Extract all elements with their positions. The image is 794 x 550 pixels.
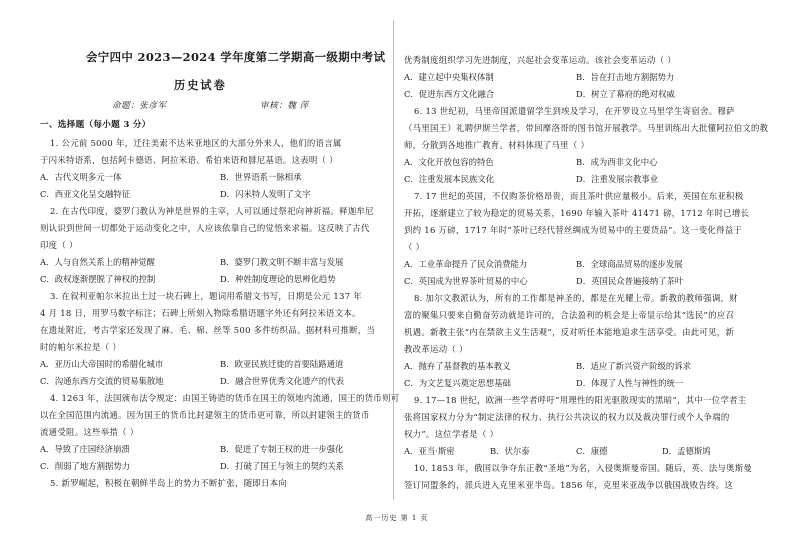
question-line: 到约 16 万磅，1717 年时“茶叶已经代替丝绸成为贸易中的主要货品”。这一变化得益于: [404, 225, 743, 235]
option-a: A．建立起中央集权体制: [404, 72, 494, 82]
option-d: D．体现了人性与神性的统一: [576, 378, 684, 388]
question-line: 于闪米特语系，包括阿卡德语、阿拉米语、希伯来语和腓尼基语。这表明（ ）: [40, 155, 338, 165]
option-b: B．欧亚民族迁徙的首要陆路通道: [220, 359, 344, 369]
question-line: 教改革运动（ ）: [404, 344, 468, 354]
option-b: B．促进了专制王权的进一步强化: [220, 444, 344, 454]
option-a: A．文化开放包容的特色: [404, 157, 494, 167]
option-a: A．古代文明多元一体: [40, 172, 122, 182]
option-b: B．世界语系一脉相承: [220, 172, 302, 182]
question-line: 在遗址附近，考古学家还发现了麻、毛、棉、丝等 500 多件纺织品。据材料可推断，当: [40, 325, 376, 335]
option-c: C．英国成为世界茶叶贸易的中心: [404, 276, 528, 286]
author-label: 命题：张彦军: [112, 101, 167, 111]
question-line: （马里国王）礼聘伊斯兰学者，带回摩洛哥的图书馆开展教学。马里训练出大批懂阿拉伯文的教: [404, 123, 769, 133]
question-line: 优秀制度组织学习先进制度，兴起社会变革运动。该社会变革运动（ ）: [404, 55, 676, 65]
option-d: D．打破了国王与领主的契约关系: [220, 461, 344, 471]
option-c: C．注重发展本民族文化: [404, 174, 495, 184]
option-b: B．婆罗门教文明不断丰富与发展: [220, 257, 344, 267]
question-line: 签订同盟条约，派兵进入克里米亚半岛。1856 年，克里米亚战争以俄国战败告终。这: [404, 480, 734, 490]
question-line: 1. 公元前 5000 年，迁往美索不达米亚地区的大部分外来人，他们的语言属: [50, 138, 342, 148]
question-line: 师，分散到各地推广教育。材料体现了马里（ ）: [404, 140, 590, 150]
option-c: C．政权逐渐摆脱了神权的控制: [40, 274, 156, 284]
question-line: （ ）: [404, 242, 425, 252]
option-a: A．人与自然关系上的精神觉醒: [40, 257, 155, 267]
question-line: 机遇。新教主张“内在禁欲主义生活观”，反对听任本能地追求生活享受。由此可见，新: [404, 327, 735, 337]
question-line: 10. 1853 年，俄国以争夺东正教“圣地”为名，入侵奥斯曼帝国。随后，英、法与奥斯曼: [414, 463, 753, 473]
option-c: C．削弱了地方割据势力: [40, 461, 131, 471]
exam-subtitle: 历史试卷: [174, 78, 227, 92]
question-line: 富的聚集只要来自勤奋劳动就是许可的，合法盈利的机会是上帝显示给其“选民”的应召: [404, 310, 735, 320]
option-b: B．旨在打击地方割据势力: [576, 72, 675, 82]
question-line: 5. 新罗崛起，积极在朝鲜半岛上的势力不断扩张，随即日本向: [50, 478, 288, 488]
option-d: D．树立了幕府的绝对权威: [576, 89, 675, 99]
exam-title: 会宁四中 2023—2024 学年度第二学期高一级期中考试: [86, 50, 386, 64]
option-b: B．适应了新兴资产阶级的诉求: [576, 361, 692, 371]
question-line: 则认识到世间一切都处于运动变化之中，人应该依靠自己的觉悟来求福。这反映了古代: [40, 223, 370, 233]
column-divider: [393, 20, 394, 500]
option-d: D．种姓制度理论的思辨化趋势: [220, 274, 336, 284]
question-line: 以在全国范围内流通。因为国王的货币比封建领主的货币更可靠，所以封建领主的货币: [40, 410, 370, 420]
option-d: D．英国民众普遍接纳了茶叶: [576, 276, 684, 286]
question-line: 6. 13 世纪初，马里帝国派遣留学生到埃及学习，在开罗设立马里学生寄宿舍。穆萨: [414, 106, 735, 116]
page-footer: 高一历史 第 1 页: [365, 514, 429, 522]
option-c: C．西亚文化呈交融特征: [40, 189, 131, 199]
question-line: 时的帕尔米拉是（ ）: [40, 342, 122, 352]
question-line: 流通受阻。这些举措（ ）: [40, 427, 139, 437]
question-line: 9. 17—18 世纪，欧洲一些学者呼吁“用理性的阳光驱散现实的黑暗”，其中一位学者主: [414, 395, 747, 405]
option-a: A．工业革命提升了民众消费能力: [404, 259, 528, 269]
question-line: 2. 在古代印度，婆罗门教认为神是世界的主宰，人可以通过祭祀向神祈福。释迦牟尼: [50, 206, 374, 216]
option-b: B．伏尔泰: [490, 446, 530, 456]
question-line: 张将国家权力分为“制定法律的权力、执行公共决议的权力以及裁决罪行或个人争端的: [404, 412, 730, 422]
question-line: 7. 17 世纪的英国，不仅购茶价格昂贵，而且茶叶供应量极小。后来，英国在东亚积极: [414, 191, 744, 201]
option-d: D．融合世界优秀文化遗产的代表: [220, 376, 344, 386]
question-line: 8. 加尔文教派认为，所有的工作都是神圣的，都是在光耀上帝。新教的教师强调，财: [414, 293, 738, 303]
option-d: D．注重发展宗教事业: [576, 174, 659, 184]
option-b: B．全球商品贸易的逐步发展: [576, 259, 683, 269]
option-a: A．抛弃了基督教的基本教义: [404, 361, 511, 371]
reviewer-label: 审核：魏 萍: [260, 101, 309, 111]
option-c: C．促进东西方文化融合: [404, 89, 495, 99]
option-c: C．为文艺复兴奠定思想基础: [404, 378, 511, 388]
section-heading: 一、选择题（每小题 3 分）: [40, 120, 151, 130]
question-line: 3. 在叙利亚帕尔米拉出土过一块石碑上，题词用希腊文书写，日期是公元 137 年: [50, 291, 362, 301]
question-line: 4 月 18 日，用罗马数字标注；石碑上所刻入物除希腊语题字外还有阿拉米语文本。: [40, 308, 361, 318]
option-b: B．成为西非文化中心: [576, 157, 658, 167]
question-line: 印度（ ）: [40, 240, 78, 250]
option-a: A．亚当·斯密: [404, 446, 455, 456]
option-a: A．导致了庄园经济崩溃: [40, 444, 130, 454]
option-c: C．康德: [576, 446, 608, 456]
question-line: 4. 1263 年，法国颁布法令规定：由国王铸造的货币在国王的领地内流通，国王的货币则可: [50, 393, 400, 403]
option-a: A．亚历山大帝国时的希腊化城市: [40, 359, 164, 369]
option-d: D．闪米特人发明了文字: [220, 189, 311, 199]
option-c: C．沟通东西方交流的贸易集散地: [40, 376, 164, 386]
option-d: D．孟德斯鸠: [662, 446, 711, 456]
question-line: 权力”。这位学者是（ ）: [404, 429, 499, 439]
question-line: 开拓，逐渐建立了较为稳定的贸易关系，1690 年输入茶叶 41471 磅，1712 年时已增长: [404, 208, 750, 218]
